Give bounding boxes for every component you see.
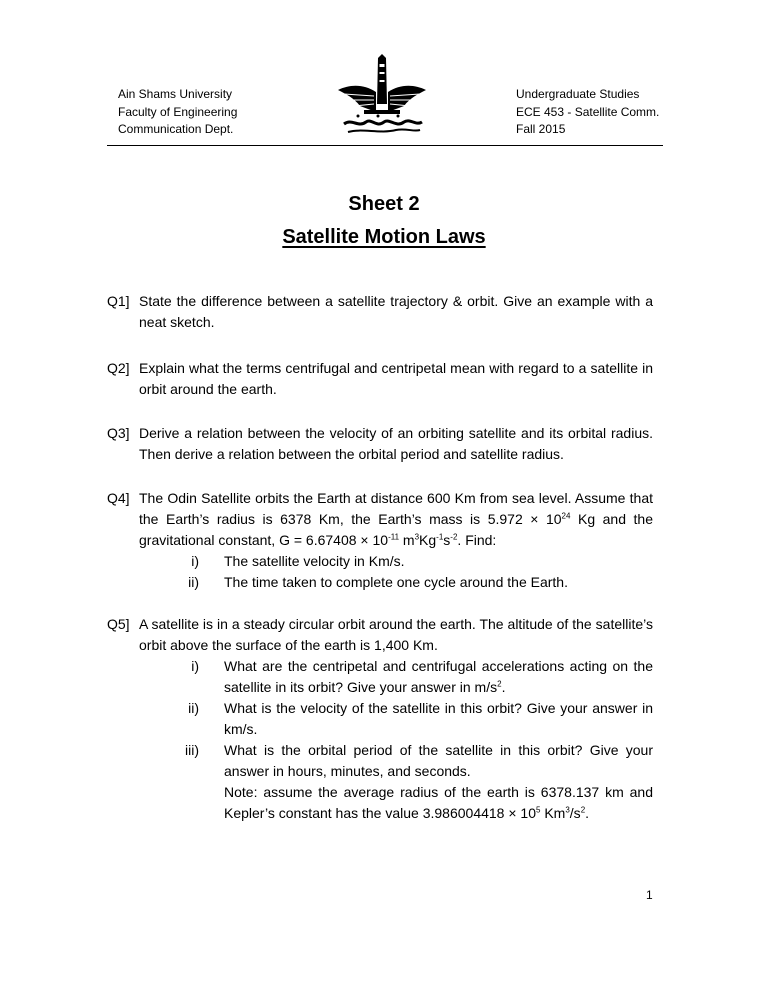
question-5 — [107, 614, 653, 824]
sub-question-text: What are the centripetal and centrifugal accelerations acting on the satellite in its orbit? Give your answer in $m/s^2$. — [224, 658, 653, 695]
header-divider — [107, 145, 663, 146]
sub-question — [139, 551, 653, 572]
sheet-subtitle-text: Satellite Motion Laws — [282, 226, 486, 248]
study-level: Undergraduate Studies — [516, 87, 640, 101]
sub-question-number: iii) — [185, 742, 199, 758]
sub-question-number: i) — [191, 658, 199, 674]
sub-question-text: The satellite velocity in Km/s. — [224, 553, 405, 569]
question-text: A satellite is in a steady circular orbit around the earth. The altitude of the satellite’s orbit above the surface of the earth is 1,400 Km. — [139, 616, 653, 653]
department-name: Communication Dept. — [118, 122, 234, 136]
sub-question-number: ii) — [188, 574, 199, 590]
university-name: Ain Shams University — [118, 87, 233, 101]
question-4 — [107, 488, 653, 593]
question-number: Q3] — [107, 425, 130, 441]
sheet-title: Sheet 2 — [348, 193, 420, 215]
question-1 — [107, 291, 653, 333]
question-number: Q5] — [107, 616, 130, 632]
question-number: Q2] — [107, 360, 130, 376]
semester: Fall 2015 — [516, 122, 566, 136]
sheet-subtitle — [0, 226, 768, 249]
note-text: Note: assume the average radius of the earth is 6378.137 km and Kepler’s constant has the value $3.986004418 \times 10^5$ $Km^3/s^2$. — [224, 784, 653, 821]
header-left — [118, 86, 237, 139]
sub-question — [139, 698, 653, 740]
question-2 — [107, 358, 653, 400]
faculty-name: Faculty of Engineering — [118, 104, 238, 119]
header-right — [516, 86, 659, 139]
question-text: Explain what the terms centrifugal and centripetal mean with regard to a satellite in orbit around the earth. — [139, 360, 653, 397]
question-text: State the difference between a satellite trajectory & orbit. Give an example with a neat sketch. — [139, 293, 653, 330]
question-number: Q1] — [107, 293, 130, 309]
question-3 — [107, 423, 653, 465]
university-seal-logo — [334, 54, 430, 138]
sub-question-text: The time taken to complete one cycle around the Earth. — [224, 574, 568, 590]
sub-question — [139, 740, 653, 782]
course-code: ECE 453 - Satellite Comm. — [516, 104, 660, 119]
sub-question-text: What is the orbital period of the satellite in this orbit? Give your answer in hours, minutes, and seconds. — [224, 742, 653, 779]
sub-question-number: ii) — [188, 700, 199, 716]
question-number: Q4] — [107, 490, 130, 506]
sub-question-text: What is the velocity of the satellite in this orbit? Give your answer in km/s. — [224, 700, 653, 737]
sub-question — [139, 656, 653, 698]
sub-question-number: i) — [191, 553, 199, 569]
question-text: The Odin Satellite orbits the Earth at distance 600 Km from sea level. Assume that the Earth’s radius is 6378 Km, the Earth’s mass is $5.972 \times 10^{24}$ Kg and the gravitational constant, $G = 6.67408 \times 10^{-11}$ $m^3Kg^{-1}s^{-2}$. Find: — [139, 490, 653, 548]
page-number: 1 — [646, 888, 653, 902]
sub-question — [139, 572, 653, 593]
question-text: Derive a relation between the velocity of an orbiting satellite and its orbital radius. Then derive a relation between the orbital period and satellite radius. — [139, 425, 653, 462]
